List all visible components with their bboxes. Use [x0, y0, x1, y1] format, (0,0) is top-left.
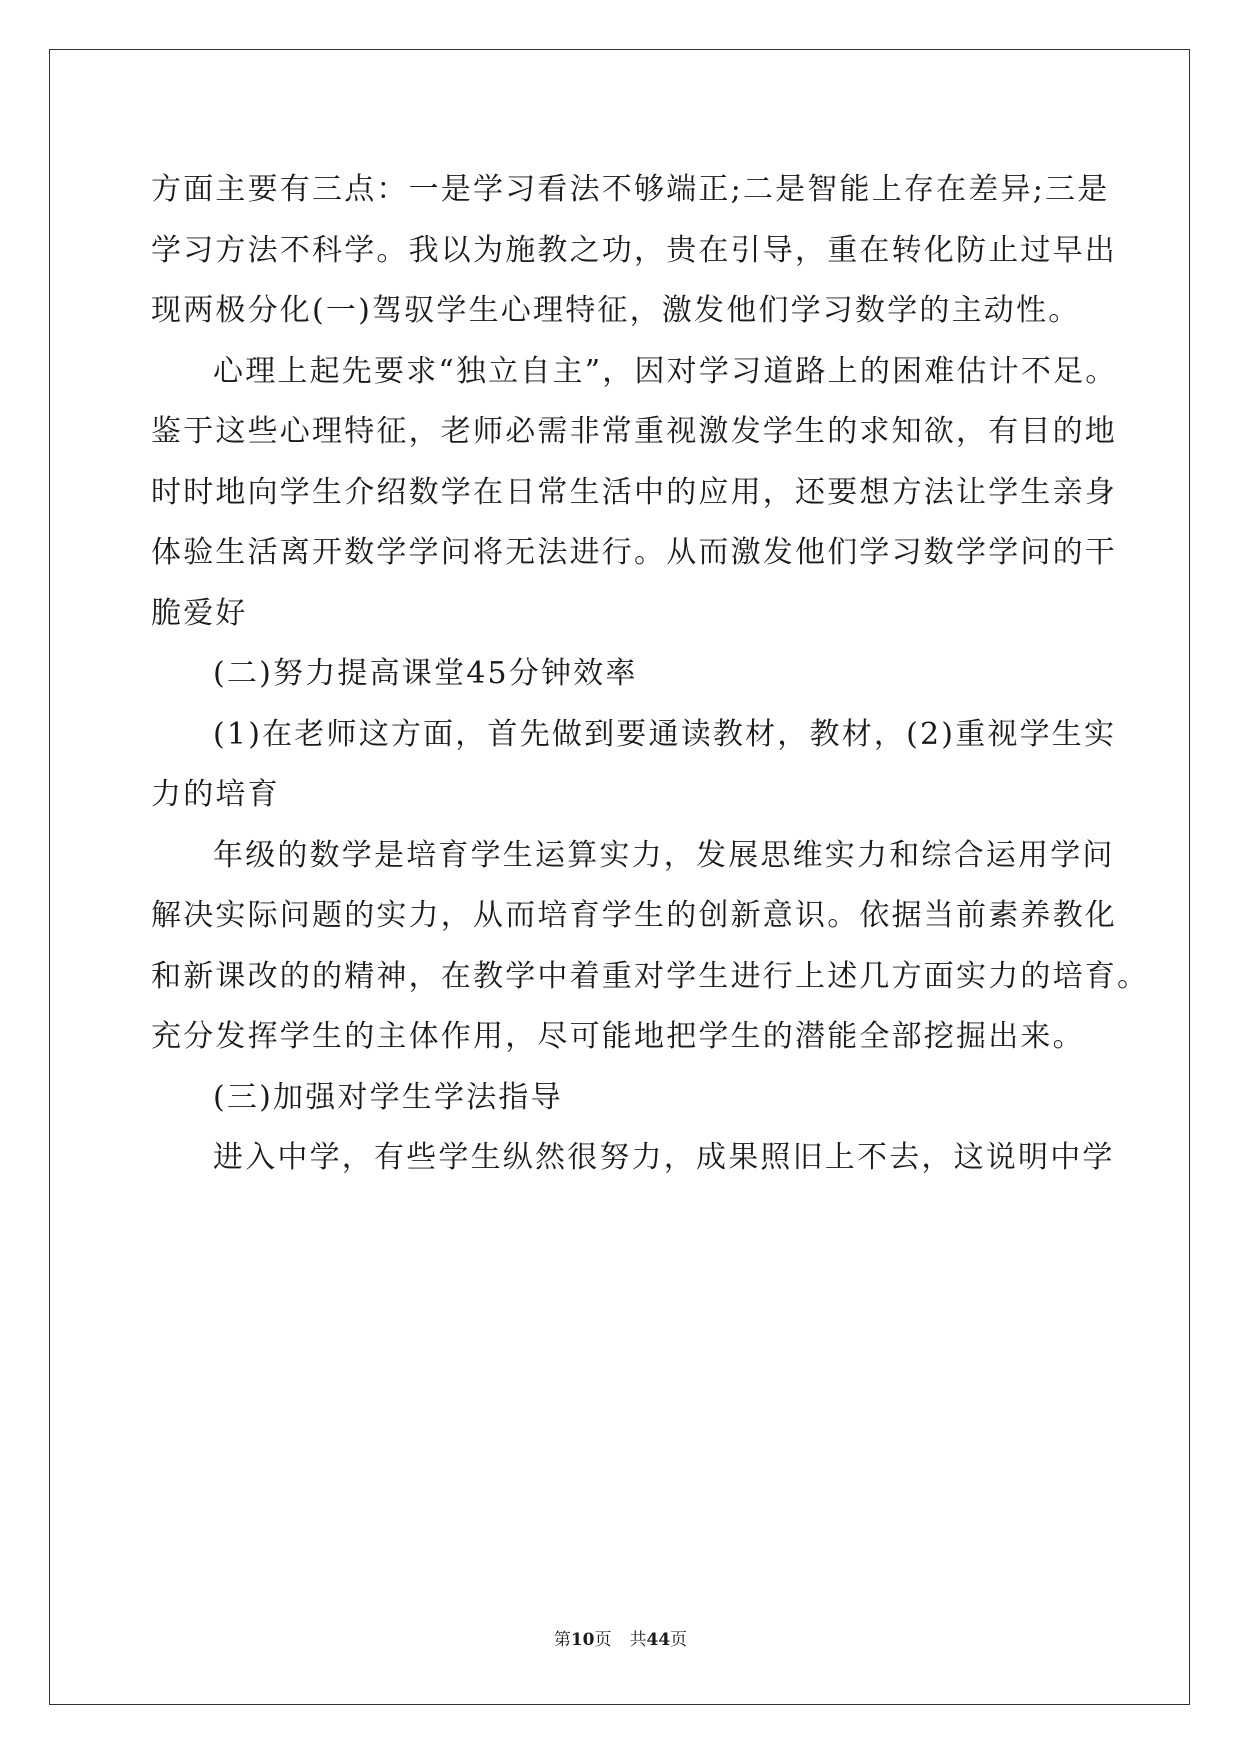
text-line: 鉴于这些心理特征，老师必需非常重视激发学生的求知欲，有目的地 [151, 414, 1117, 449]
text-line: 脆爱好 [151, 595, 248, 631]
document-body [151, 160, 1150, 1189]
paragraph [151, 160, 1117, 342]
text-line: 心理上起先要求“独立自主”，因对学习道路上的困难估计不足。 [213, 353, 1118, 389]
total-page-number: 44 [646, 1630, 671, 1650]
footer-page-char: 页 [594, 1630, 612, 1650]
text-line: 解决实际问题的实力，从而培育学生的创新意识。依据当前素养教化 [151, 898, 1117, 933]
text-line: 和新课改的的精神，在教学中着重对学生进行上述几方面实力的培育。 [151, 958, 1150, 994]
text-line: 充分发挥学生的主体作用，尽可能地把学生的潜能全部挖掘出来。 [151, 1019, 1085, 1054]
paragraph [151, 644, 1091, 705]
text-line: (三)加强对学生学法指导 [213, 1079, 563, 1115]
footer-prefix: 第 [553, 1630, 571, 1650]
paragraph [151, 342, 1118, 645]
text-line: 进入中学，有些学生纵然很努力，成果照旧上不去，这说明中学 [213, 1140, 1115, 1175]
current-page-number: 10 [570, 1630, 595, 1650]
paragraph [151, 826, 1150, 1068]
text-line: 时时地向学生介绍数学在日常生活中的应用，还要想方法让学生亲身 [151, 474, 1117, 510]
footer-total-prefix: 共 [629, 1630, 647, 1650]
text-line: (二)努力提高课堂45分钟效率 [213, 656, 638, 691]
text-line: 体验生活离开数学学问将无法进行。从而激发他们学习数学学问的干 [151, 535, 1117, 570]
footer-total-suffix: 页 [670, 1630, 688, 1650]
text-line: (1)在老师这方面，首先做到要通读教材，教材，(2)重视学生实 [213, 716, 1117, 752]
text-line: 力的培育 [151, 777, 280, 812]
text-line: 学习方法不科学。我以为施教之功，贵在引导，重在转化防止过早出 [151, 232, 1117, 268]
paragraph [151, 1128, 1115, 1189]
text-line: 年级的数学是培育学生运算实力，发展思维实力和综合运用学问 [213, 837, 1115, 873]
paragraph [151, 705, 1117, 826]
page-footer [0, 1625, 1241, 1650]
paragraph [151, 1068, 1091, 1129]
text-line: 现两极分化(一)驾驭学生心理特征，激发他们学习数学的主动性。 [151, 293, 1081, 328]
text-line: 方面主要有三点：一是学习看法不够端正;二是智能上存在差异;三是 [151, 172, 1110, 207]
